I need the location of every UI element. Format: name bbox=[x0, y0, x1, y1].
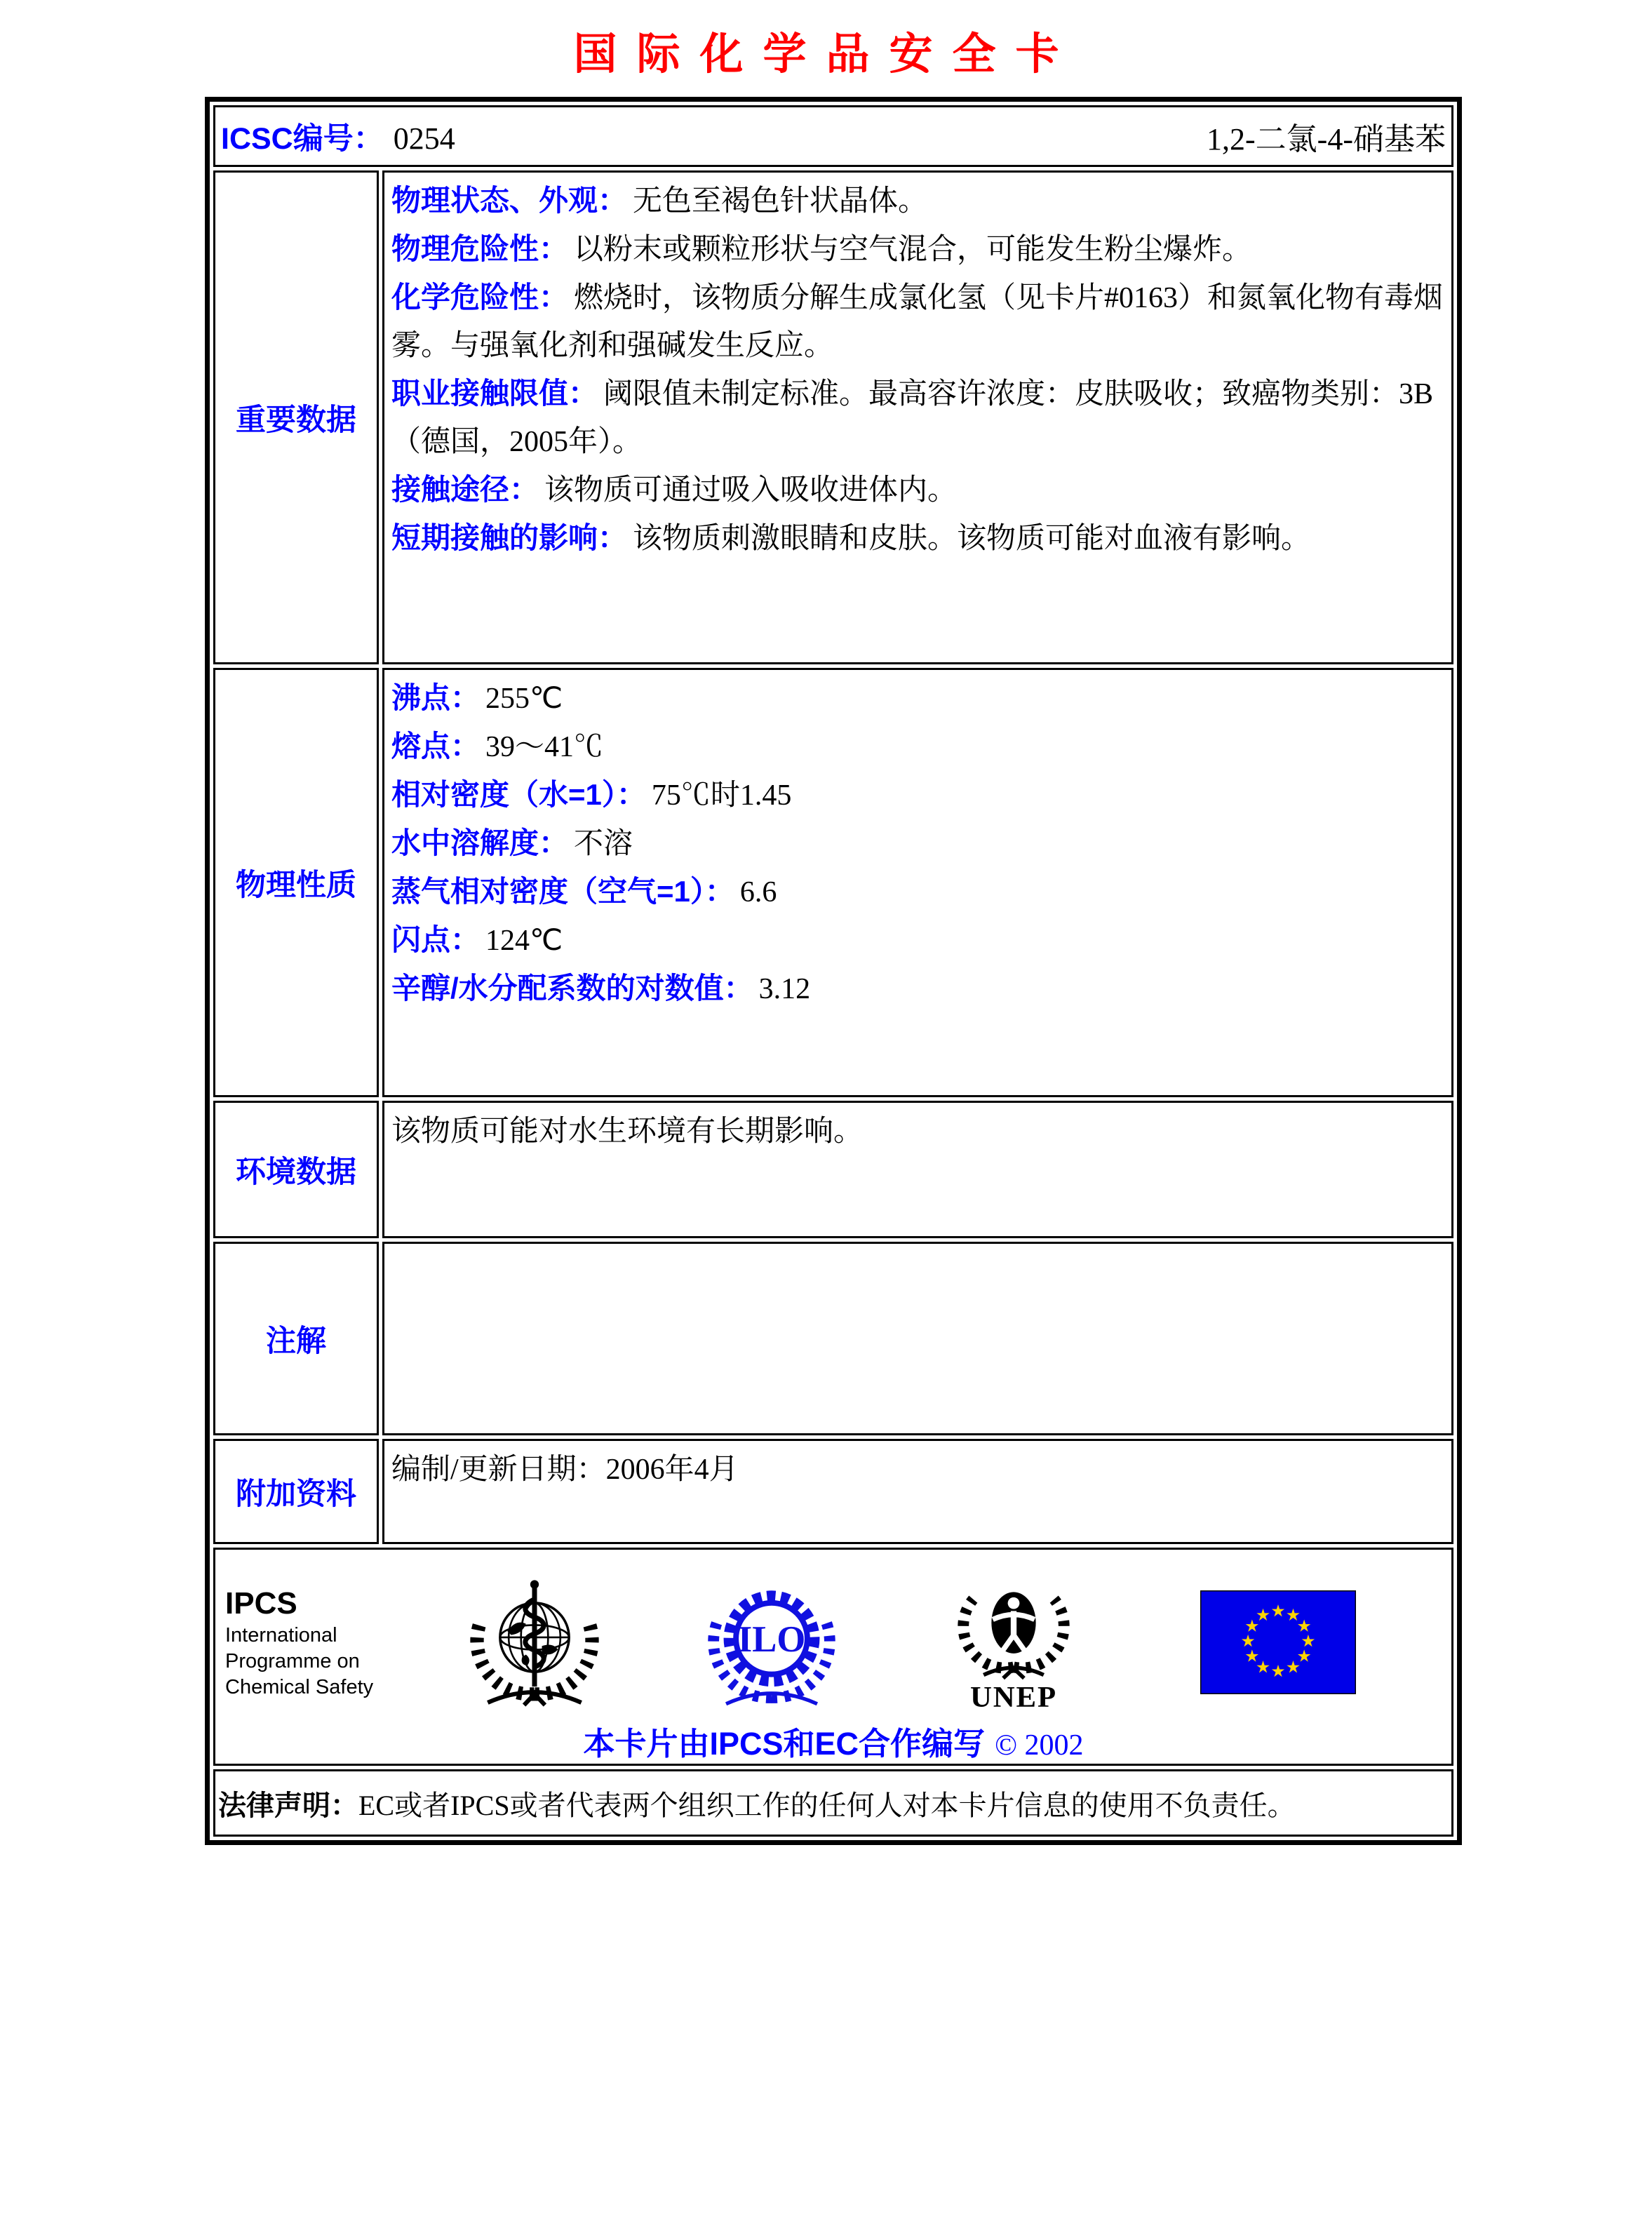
data-entry bbox=[391, 177, 1444, 225]
eu-flag-icon bbox=[1200, 1590, 1356, 1694]
ipcs-subtitle-line: Programme on bbox=[225, 1649, 360, 1672]
section-content-physical-properties bbox=[382, 668, 1453, 1097]
entry-label: 熔点： bbox=[391, 730, 481, 763]
row-legal bbox=[213, 1769, 1453, 1837]
section-content-additional-info bbox=[382, 1439, 1453, 1544]
page-title: 国际化学品安全卡 bbox=[573, 31, 1079, 79]
entry-label: 辛醇/水分配系数的对数值： bbox=[391, 972, 753, 1005]
entry-text: 该物质可通过吸入吸收进体内。 bbox=[544, 474, 958, 507]
ilo-label: ILO bbox=[737, 1619, 806, 1661]
ipcs-subtitle-line: International bbox=[225, 1623, 337, 1647]
data-entry bbox=[391, 965, 1444, 1013]
ipcs-title: IPCS bbox=[225, 1585, 297, 1621]
entry-text: 255℃ bbox=[485, 683, 563, 715]
card-header bbox=[221, 114, 1446, 159]
chemical-name: 1,2-二氯-4-硝基苯 bbox=[1207, 122, 1446, 156]
card-header-cell bbox=[213, 105, 1453, 167]
who-logo-icon bbox=[469, 1575, 600, 1710]
icsc-number-label: ICSC编号： bbox=[221, 121, 384, 156]
data-entry bbox=[391, 370, 1444, 466]
entry-text: 75℃时1.45 bbox=[651, 779, 792, 812]
data-entry bbox=[391, 723, 1444, 771]
legal-text: EC或者IPCS或者代表两个组织工作的任何人对本卡片信息的使用不负责任。 bbox=[358, 1789, 1296, 1821]
unep-logo-icon bbox=[958, 1571, 1070, 1713]
ipcs-subtitle-line: Chemical Safety bbox=[225, 1675, 374, 1698]
entry-text: 编制/更新日期：2006年4月 bbox=[391, 1454, 739, 1486]
ipcs-text-block bbox=[225, 1585, 454, 1701]
entry-text: 6.6 bbox=[739, 876, 777, 908]
data-entry bbox=[391, 819, 1444, 868]
row-card-header bbox=[213, 105, 1453, 167]
data-entry bbox=[391, 466, 1444, 514]
entry-label: 接触途径： bbox=[391, 473, 539, 506]
row-important-data bbox=[213, 170, 1453, 664]
entry-label: 相对密度（水=1）： bbox=[391, 778, 646, 811]
entry-label: 闪点： bbox=[391, 923, 481, 956]
row-physical-properties bbox=[213, 668, 1453, 1097]
data-entry bbox=[391, 868, 1444, 916]
data-entry bbox=[391, 1445, 1444, 1494]
footer-caption bbox=[215, 1718, 1451, 1764]
data-entry bbox=[391, 274, 1444, 370]
footer-caption-year: © 2002 bbox=[995, 1729, 1084, 1762]
ilo-logo-icon bbox=[706, 1575, 837, 1710]
entry-label: 水中溶解度： bbox=[391, 826, 569, 859]
entry-text: 不溶 bbox=[574, 828, 633, 860]
row-additional-info bbox=[213, 1439, 1453, 1544]
entry-text: 124℃ bbox=[485, 925, 563, 957]
entry-label: 职业接触限值： bbox=[391, 377, 598, 410]
entry-text: 无色至褐色针状晶体。 bbox=[633, 185, 928, 217]
section-label-important-data: 重要数据 bbox=[213, 170, 379, 664]
legal-cell bbox=[213, 1769, 1453, 1837]
entry-text: 阈限值未制定标准。最高容许浓度：皮肤吸收；致癌物类别：3B（德国，2005年）。 bbox=[391, 378, 1434, 458]
entry-label: 短期接触的影响： bbox=[391, 521, 628, 554]
section-content-important-data bbox=[382, 170, 1453, 664]
data-entry bbox=[391, 771, 1444, 819]
entry-text: 以粉末或颗粒形状与空气混合，可能发生粉尘爆炸。 bbox=[574, 234, 1252, 266]
section-label-physical-properties: 物理性质 bbox=[213, 668, 379, 1097]
data-entry bbox=[391, 1107, 1444, 1155]
entry-text: 燃烧时，该物质分解生成氯化氢（见卡片#0163）和氮氧化物有毒烟雾。与强氧化剂和强碱发生反应。 bbox=[391, 282, 1444, 362]
section-label-environmental-data: 环境数据 bbox=[213, 1101, 379, 1238]
data-entry bbox=[391, 674, 1444, 723]
section-label-notes: 注解 bbox=[213, 1242, 379, 1435]
entry-label: 物理状态、外观： bbox=[391, 184, 628, 217]
section-content-environmental-data bbox=[382, 1101, 1453, 1238]
icsc-number-group bbox=[221, 115, 455, 158]
entry-label: 蒸气相对密度（空气=1）： bbox=[391, 875, 734, 908]
data-entry bbox=[391, 916, 1444, 965]
entry-label: 化学危险性： bbox=[391, 281, 569, 314]
entry-text: 该物质可能对水生环境有长期影响。 bbox=[391, 1115, 864, 1148]
entry-text: 39～41℃ bbox=[485, 731, 604, 763]
unep-label: UNEP bbox=[970, 1681, 1057, 1713]
section-label-additional-info: 附加资料 bbox=[213, 1439, 379, 1544]
icsc-card-table bbox=[205, 97, 1462, 1845]
footer-caption-text: 本卡片由IPCS和EC合作编写 bbox=[583, 1726, 986, 1762]
data-entry bbox=[391, 514, 1444, 563]
entry-label: 物理危险性： bbox=[391, 232, 569, 265]
legal-label: 法律声明： bbox=[218, 1790, 358, 1821]
logo-area bbox=[215, 1572, 1451, 1712]
entry-label: 沸点： bbox=[391, 681, 481, 714]
row-notes bbox=[213, 1242, 1453, 1435]
footer-logos-cell bbox=[213, 1548, 1453, 1766]
row-footer-logos bbox=[213, 1548, 1453, 1766]
icsc-number-value: 0254 bbox=[393, 121, 455, 156]
row-environmental-data bbox=[213, 1101, 1453, 1238]
data-entry bbox=[391, 225, 1444, 274]
entry-text: 3.12 bbox=[758, 973, 811, 1005]
entry-text: 该物质刺激眼睛和皮肤。该物质可能对血液有影响。 bbox=[633, 523, 1311, 555]
section-content-notes bbox=[382, 1242, 1453, 1435]
